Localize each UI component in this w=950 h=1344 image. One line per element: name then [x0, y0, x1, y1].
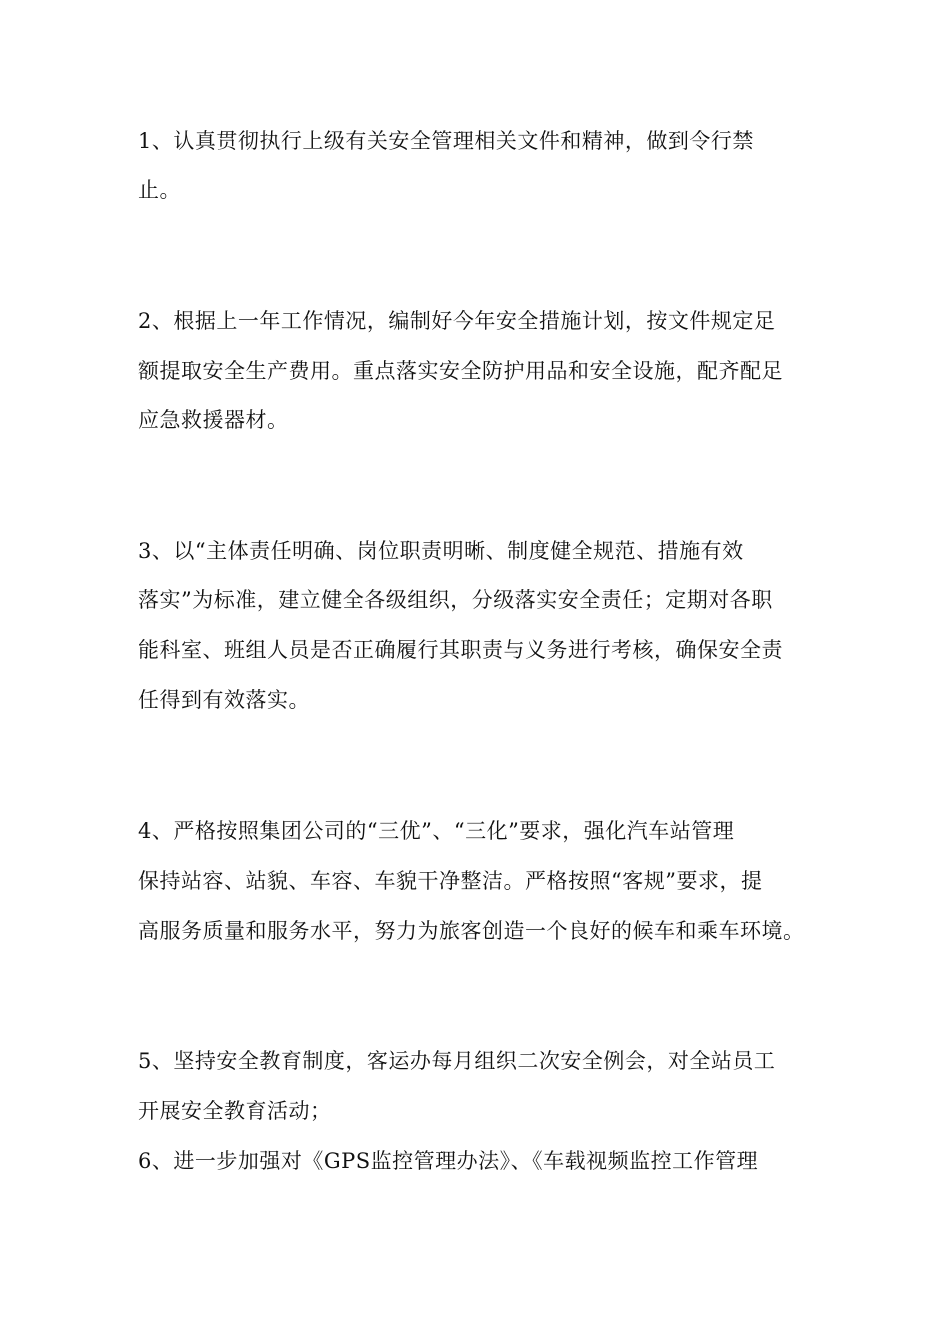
paragraph-line: 开展安全教育活动；: [138, 1099, 332, 1123]
paragraph-line: 2、根据上一年工作情况，编制好今年安全措施计划，按文件规定足: [138, 309, 776, 333]
paragraph-line: 任得到有效落实。: [138, 688, 310, 712]
paragraph-line: 能科室、班组人员是否正确履行其职责与义务进行考核，确保安全责: [138, 638, 783, 662]
paragraph-line: 1、认真贯彻执行上级有关安全管理相关文件和精神，做到令行禁: [138, 129, 754, 153]
paragraph-line: 保持站容、站貌、车容、车貌干净整洁。严格按照“客规”要求，提: [138, 869, 763, 893]
paragraph-line: 止。: [138, 178, 181, 202]
paragraph-line: 6、进一步加强对《GPS监控管理办法》、《车载视频监控工作管理: [138, 1149, 759, 1173]
paragraph-line: 应急救援器材。: [138, 408, 289, 432]
paragraph-line: 落实”为标准，建立健全各级组织，分级落实安全责任；定期对各职: [138, 588, 773, 612]
paragraph-line: 4、严格按照集团公司的“三优”、“三化”要求，强化汽车站管理: [138, 819, 735, 843]
paragraph-line: 高服务质量和服务水平，努力为旅客创造一个良好的候车和乘车环境。: [138, 919, 805, 943]
paragraph-line: 额提取安全生产费用。重点落实安全防护用品和安全设施，配齐配足: [138, 359, 783, 383]
paragraph-line: 3、以“主体责任明确、岗位职责明晰、制度健全规范、措施有效: [138, 539, 744, 563]
paragraph-line: 5、坚持安全教育制度，客运办每月组织二次安全例会，对全站员工: [138, 1049, 776, 1073]
